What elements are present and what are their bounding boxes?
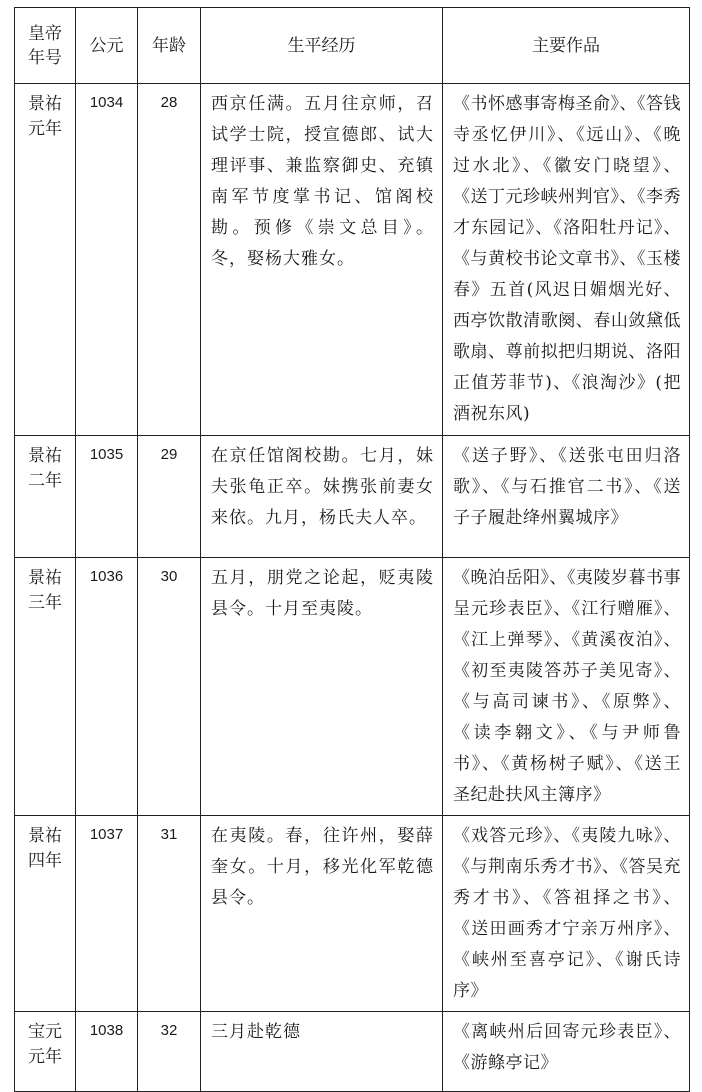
year-cell: 1037 <box>76 816 138 1012</box>
age-cell: 29 <box>138 436 201 558</box>
table-row <box>15 558 690 816</box>
chronology-table <box>14 7 690 1092</box>
year-cell: 1036 <box>76 558 138 816</box>
table-row <box>15 816 690 1012</box>
life-cell: 在京任馆阁校勘。七月，妹夫张龟正卒。妹携张前妻女来依。九月，杨氏夫人卒。 <box>201 436 443 558</box>
life-cell: 三月赴乾德 <box>201 1012 443 1092</box>
age-cell: 31 <box>138 816 201 1012</box>
reign-cell: 宝元元年 <box>15 1012 76 1092</box>
works-cell: 《戏答元珍》、《夷陵九咏》、《与荆南乐秀才书》、《答吴充秀才书》、《答祖择之书》、《送田画秀才宁亲万州序》、《峡州至喜亭记》、《谢氏诗序》 <box>443 816 690 1012</box>
table-row <box>15 84 690 436</box>
works-cell: 《书怀感事寄梅圣俞》、《答钱寺丞忆伊川》、《远山》、《晚过水北》、《徽安门晓望》、《送丁元珍峡州判官》、《李秀才东园记》、《洛阳牡丹记》、《与黄校书论文章书》、《玉楼春》五首(风迟日媚烟光好、西亭饮散清歌阕、春山敛黛低歌扇、尊前拟把归期说、洛阳正值芳菲节)、《浪淘沙》(把酒祝东风) <box>443 84 690 436</box>
age-cell: 32 <box>138 1012 201 1092</box>
reign-cell: 景祐三年 <box>15 558 76 816</box>
age-cell: 28 <box>138 84 201 436</box>
reign-cell: 景祐四年 <box>15 816 76 1012</box>
header-reign: 皇帝年号 <box>15 8 76 84</box>
reign-cell: 景祐二年 <box>15 436 76 558</box>
header-age: 年龄 <box>138 8 201 84</box>
reign-cell: 景祐元年 <box>15 84 76 436</box>
works-cell: 《送子野》、《送张屯田归洛歌》、《与石推官二书》、《送子子履赴绛州翼城序》 <box>443 436 690 558</box>
life-cell: 西京任满。五月往京师，召试学士院，授宣德郎、试大理评事、兼监察御史、充镇南军节度掌书记、馆阁校勘。预修《崇文总目》。冬，娶杨大雅女。 <box>201 84 443 436</box>
table-row <box>15 1012 690 1092</box>
header-life: 生平经历 <box>201 8 443 84</box>
age-cell: 30 <box>138 558 201 816</box>
header-row <box>15 8 690 84</box>
works-cell: 《晚泊岳阳》、《夷陵岁暮书事呈元珍表臣》、《江行赠雁》、《江上弹琴》、《黄溪夜泊》、《初至夷陵答苏子美见寄》、《与高司谏书》、《原弊》、《读李翱文》、《与尹师鲁书》、《黄杨树子赋》、《送王圣纪赴扶风主簿序》 <box>443 558 690 816</box>
works-cell: 《离峡州后回寄元珍表臣》、《游鲦亭记》 <box>443 1012 690 1092</box>
header-year: 公元 <box>76 8 138 84</box>
header-works: 主要作品 <box>443 8 690 84</box>
year-cell: 1034 <box>76 84 138 436</box>
life-cell: 在夷陵。春，往许州，娶薛奎女。十月，移光化军乾德县令。 <box>201 816 443 1012</box>
year-cell: 1038 <box>76 1012 138 1092</box>
life-cell: 五月，朋党之论起，贬夷陵县令。十月至夷陵。 <box>201 558 443 816</box>
table-row <box>15 436 690 558</box>
year-cell: 1035 <box>76 436 138 558</box>
